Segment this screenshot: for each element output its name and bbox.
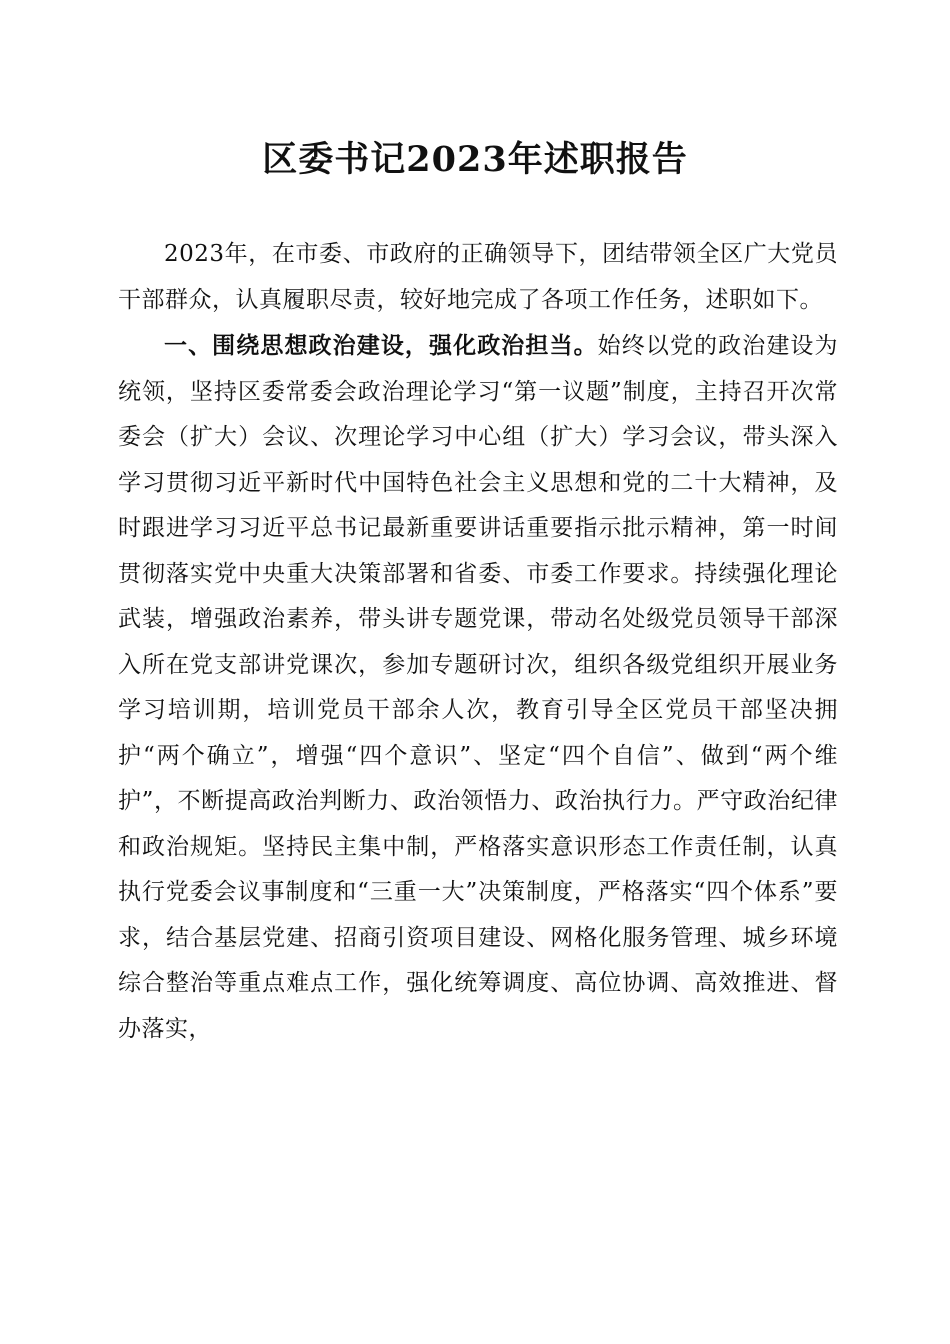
section-paragraph xyxy=(118,323,838,1052)
intro-paragraph xyxy=(118,232,838,323)
section-heading: 一、围绕思想政治建设，强化政治担当。 xyxy=(164,332,598,359)
paragraph-text: 始终以党的政治建设为统领，坚持区委常委会政治理论学习“第一议题”制度，主持召开次常委会（扩大）会议、次理论学习中心组（扩大）学习会议，带头深入学习贯彻习近平新时代中国特色社会主义思想和党的二十大精神，及时跟进学习习近平总书记最新重要讲话重要指示批示精神，第一时间贯彻落实党中央重大决策部署和省委、市委工作要求。持续强化理论武装，增强政治素养，带头讲专题党课，带动名处级党员领导干部深入所在党支部讲党课次，参加专题研讨次，组织各级党组织开展业务学习培训期，培训党员干部余人次，教育引导全区党员干部坚决拥护“两个确立”，增强“四个意识”、坚定“四个自信”、做到“两个维护”，不断提高政治判断力、政治领悟力、政治执行力。严守政治纪律和政治规矩。坚持民主集中制，严格落实意识形态工作责任制，认真执行党委会议事制度和“三重一大”决策制度，严格落实“四个体系”要求，结合基层党建、招商引资项目建设、网格化服务管理、城乡环境综合整治等重点难点工作，强化统筹调度、高位协调、高效推进、督办落实， xyxy=(118,333,839,1042)
document-body xyxy=(118,232,838,1052)
document-title: 区委书记2023年述职报告 xyxy=(262,139,688,180)
paragraph-text: 2023年，在市委、市政府的正确领导下，团结带领全区广大党员干部群众，认真履职尽责，较好地完成了各项工作任务，述职如下。 xyxy=(118,241,838,313)
